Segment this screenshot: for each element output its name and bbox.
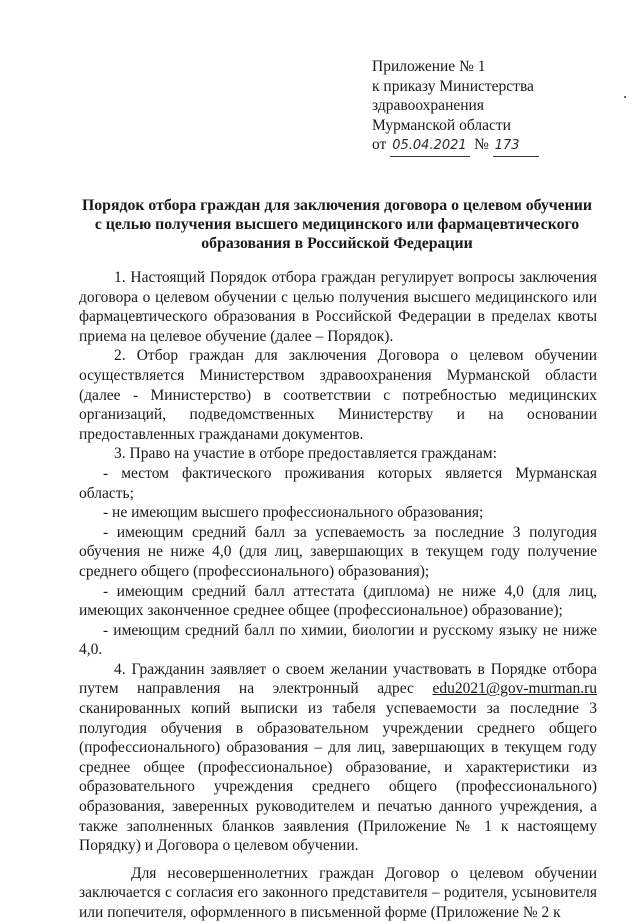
bullet-residence: - местом фактического проживания которых является Мурманская область; [79, 464, 597, 502]
paragraph-5: Для несовершеннолетних граждан Договор о целевом обучении заключается с согласия его законного представителя – родителя, усыновителя или попечителя, оформленного в письменной форме (Приложение № 2 к [79, 864, 597, 921]
paragraph-4-end: сканированных копий выписки из табеля успеваемости за последние 3 полугодия обучения в образовательном учреждении среднего общего (профессионального) образования – для лиц, завершающих в текущем году среднее общее (профессиональное) образование, и характеристики из образовательного учреждения среднего общего (профессионального) образования, заверенных руководителем и печатью данного учреждения, а также заполненных бланков заявления (Приложение № 1 к настоящему Порядку) и Договора о целевом обучении. [79, 700, 597, 855]
bullet-no-higher-education: - не имеющим высшего профессионального образования; [103, 504, 484, 522]
document-body [79, 268, 597, 923]
attachment-date-line [372, 135, 539, 157]
date-prefix: от [372, 136, 387, 153]
paragraph-4 [79, 660, 597, 856]
attachment-line-1: Приложение № 1 [372, 58, 486, 75]
paragraph-4-start: 4. Гражданин заявляет о своем желании участвовать в Порядке отбора путем направления на электронный адрес [79, 660, 597, 698]
email-link[interactable]: edu2021@gov-murman.ru [432, 680, 597, 698]
paragraph-3: 3. Право на участие в отборе предоставляется гражданам: [114, 445, 497, 463]
bullet-average-grade-semesters: - имеющим средний балл за успеваемость за последние 3 полугодия обучения не ниже 4,0 (для лиц, завершающих в текущем году получение среднего общего (профессионального) образования); [79, 523, 597, 580]
attachment-line-3: здравоохранения [372, 97, 484, 114]
attachment-line-2: к приказу Министерства [372, 77, 534, 95]
bullet-subject-grades: - имеющим средний балл по химии, биологии и русскому языку не ниже 4,0. [79, 621, 597, 659]
paragraph-2: 2. Отбор граждан для заключения Договора о целевом обучении осуществляется Министерством здравоохранения Мурманской области (далее - Министерство) в соответствии с потребностью медицинских организаций, подведомственных Министерству и на основании предоставленных гражданами документов. [79, 347, 597, 443]
paragraph-1: 1. Настоящий Порядок отбора граждан регулирует вопросы заключения договора о целевом обучении с целью получения высшего медицинского или фармацевтического образования в Российской Федерации в пределах квоты приема на целевое обучение (далее – Порядок). [79, 269, 597, 345]
bullet-average-grade-certificate: - имеющим средний балл аттестата (диплома) не ниже 4,0 (для лиц, имеющих законченное среднее общее (профессиональное) образование); [79, 582, 597, 620]
scan-speck [624, 96, 626, 98]
number-prefix: № [474, 136, 489, 153]
attachment-header [372, 57, 539, 157]
handwritten-number: 173 [493, 136, 539, 157]
handwritten-date: 05.04.2021 [390, 136, 470, 157]
attachment-line-4: Мурманской области [372, 116, 511, 134]
document-title: Порядок отбора граждан для заключения договора о целевом обучении с целью получения высшего медицинского или фармацевтического образования в Российской Федерации [81, 197, 593, 252]
